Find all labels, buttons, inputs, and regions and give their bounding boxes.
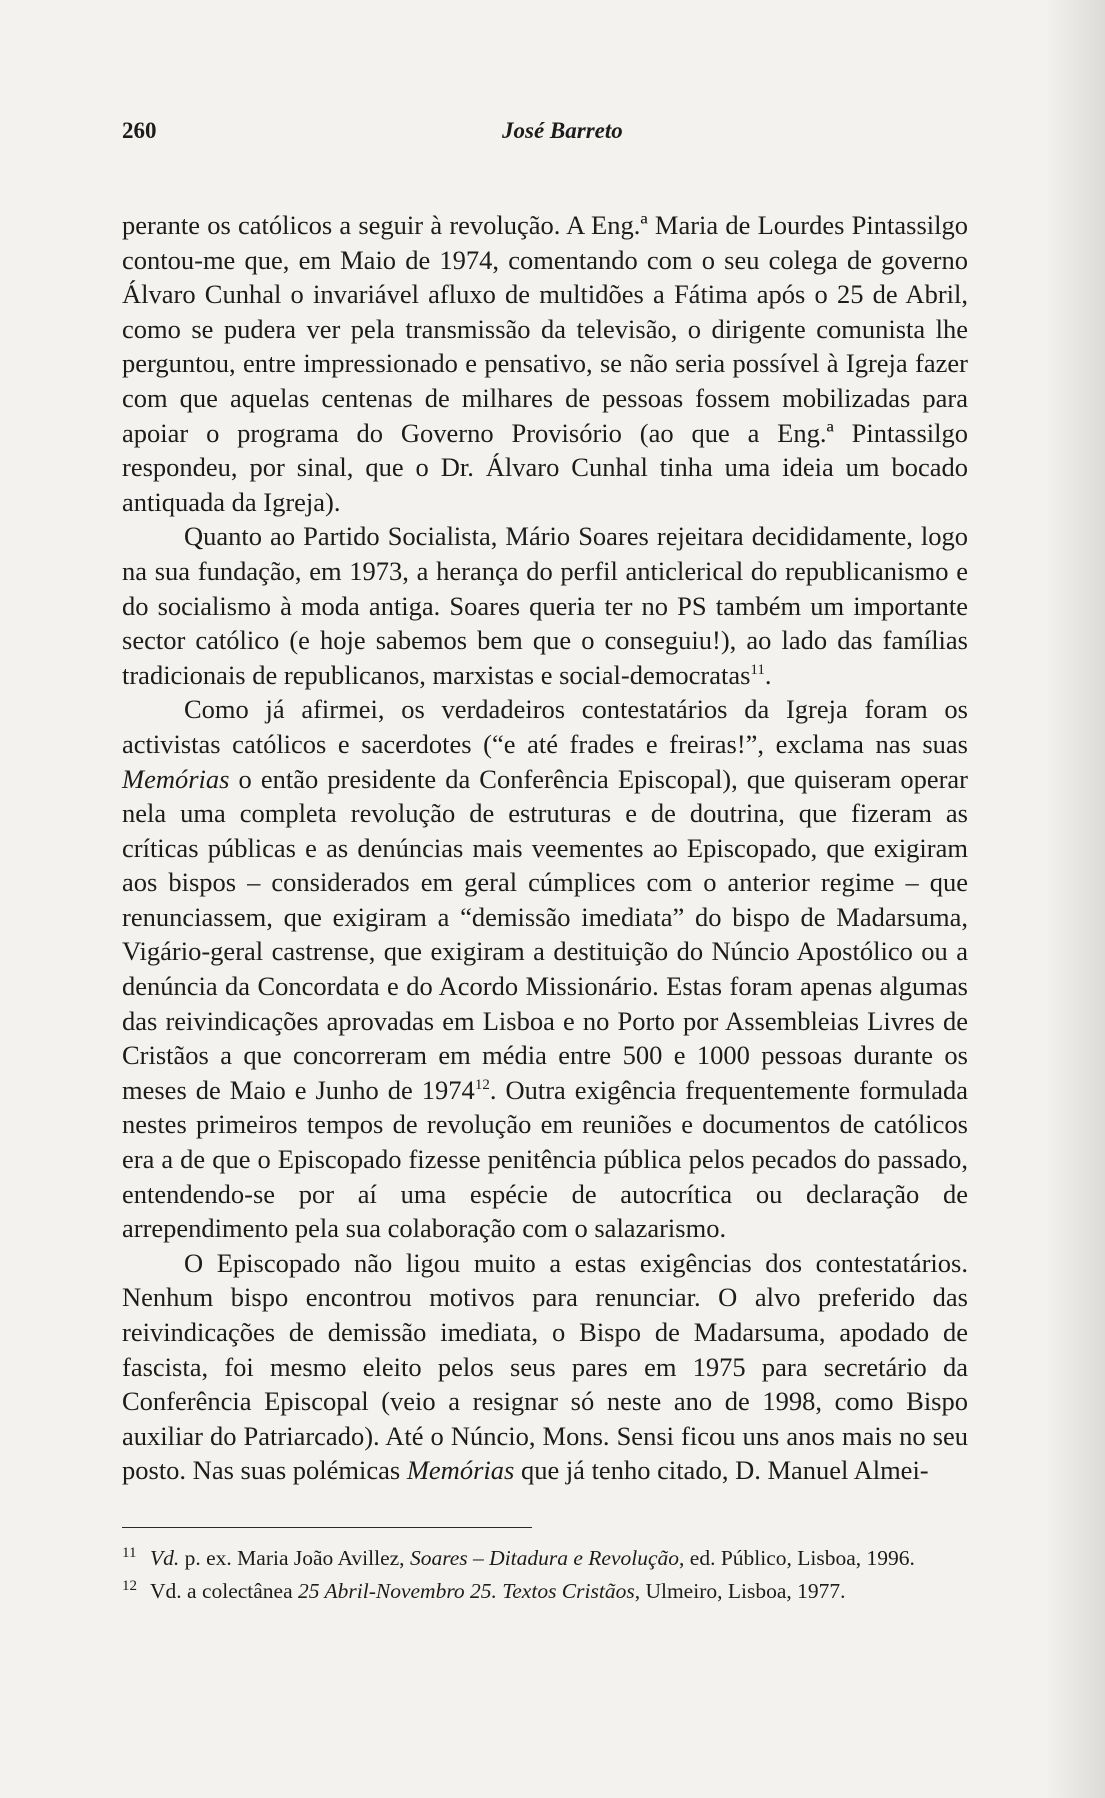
text-run: p. ex. Maria João Avillez,: [179, 1546, 410, 1570]
running-head-author: José Barreto: [502, 118, 623, 143]
footnotes: [122, 1542, 968, 1608]
footnote-11: 11 Vd. p. ex. Maria João Avillez, Soares – Ditadura e Revolução, ed. Público, Lisboa, 1996.: [122, 1544, 915, 1570]
text-run: . Outra exigência frequentemente formulada nestes primeiros tempos de revolução em reuniões e documentos de católicos era a de que o Episcopado fizesse penitência pública pelos pecados do passado, entendendo-se por aí uma espécie de autocrítica ou declaração de arrependimento pela sua colaboração com o salazarismo.: [122, 1074, 968, 1244]
italic-text: Memórias: [122, 763, 230, 794]
paragraph-2: [122, 519, 968, 692]
footnote-12: 12 Vd. a colectânea 25 Abril-Novembro 25. Textos Cristãos, Ulmeiro, Lisboa, 1977.: [122, 1577, 846, 1603]
page-number: 260: [122, 118, 157, 143]
text-run: Como já afirmei, os verdadeiros contestatários da Igreja foram os activistas católicos e sacerdotes (“e até frades e freiras!”, exclama nas suas: [122, 694, 968, 759]
paragraph-1: [122, 208, 968, 519]
text-run: Vd. a colectânea: [150, 1579, 299, 1603]
text-run: Quanto ao Partido Socialista, Mário Soares rejeitara decididamente, logo na sua fundação, em 1973, a herança do perfil anticlerical do republicanismo e do socialismo à moda antiga. Soares queria ter no PS também um importante sector católico (e hoje sabemos bem que o conseguiu!), ao lado das famílias tradicionais de republicanos, marxistas e social-democratas: [122, 521, 968, 690]
paragraph-3: [122, 692, 968, 1246]
text-run: , Ulmeiro, Lisboa, 1977.: [634, 1579, 846, 1603]
italic-text: Vd.: [150, 1546, 180, 1570]
text-run: .: [764, 659, 772, 690]
paragraph-4: [122, 1246, 968, 1488]
text-run: , ed. Público, Lisboa, 1996.: [679, 1546, 915, 1570]
italic-text: Soares – Ditadura e Revolução: [409, 1546, 680, 1570]
body-text: [122, 208, 968, 1488]
italic-text: Memórias: [406, 1455, 515, 1486]
footnote-text: [150, 1579, 846, 1603]
page-header: [122, 118, 972, 152]
footnote-reference: 12: [474, 1077, 490, 1094]
text-run: o então presidente da Conferência Episcopal), que quiseram operar nela uma completa revolução de estruturas e de doutrina, que fizeram as críticas públicas e as denúncias mais veementes ao Episcopado, que exigiram aos bispos – considerados em geral cúmplices com o anterior regime – que renunciassem, que exigiram a “demissão imediata” do bispo de Madarsuma, Vigário-geral castrense, que exigiram a destituição do Núncio Apostólico ou a denúncia da Concordata e do Acordo Missionário. Estas foram apenas algumas das reivindicações aprovadas em Lisboa e no Porto por Assembleias Livres de Cristãos a que concorreram em média entre 500 e 1000 pessoas durante os meses de Maio e Junho de 1974: [122, 763, 968, 1105]
footnote-text: [150, 1546, 915, 1570]
text-run: O Episcopado não ligou muito a estas exigências dos contestatários. Nenhum bispo encontrou motivos para renunciar. O alvo preferido das reivindicações de demissão imediata, o Bispo de Madarsuma, apodado de fascista, foi mesmo eleito pelos seus pares em 1975 para secretário da Conferência Episcopal (veio a resignar só neste ano de 1998, como Bispo auxiliar do Patriarcado). Até o Núncio, Mons. Sensi ficou uns anos mais no seu posto. Nas suas polémicas: [122, 1247, 968, 1486]
text-run: que já tenho citado, D. Manuel Almei-: [514, 1455, 929, 1486]
italic-text: 25 Abril-Novembro 25. Textos Cristãos: [298, 1579, 635, 1603]
page-edge-shadow: [1045, 0, 1105, 1798]
text-run: perante os católicos a seguir à revolução. A Eng.ª Maria de Lourdes Pintassilgo contou-me que, em Maio de 1974, comentando com o seu colega de governo Álvaro Cunhal o invariável afluxo de multidões a Fátima após o 25 de Abril, como se pudera ver pela transmissão da televisão, o dirigente comunista lhe perguntou, entre impressionado e pensativo, se não seria possível à Igreja fazer com que aquelas centenas de milhares de pessoas fossem mobilizadas para apoiar o programa do Governo Provisório (ao que a Eng.ª Pintassilgo respondeu, por sinal, que o Dr. Álvaro Cunhal tinha uma ideia um bocado antiquada da Igreja).: [122, 210, 968, 517]
footnote-reference: 11: [750, 661, 765, 678]
footnote-divider: [122, 1527, 532, 1528]
